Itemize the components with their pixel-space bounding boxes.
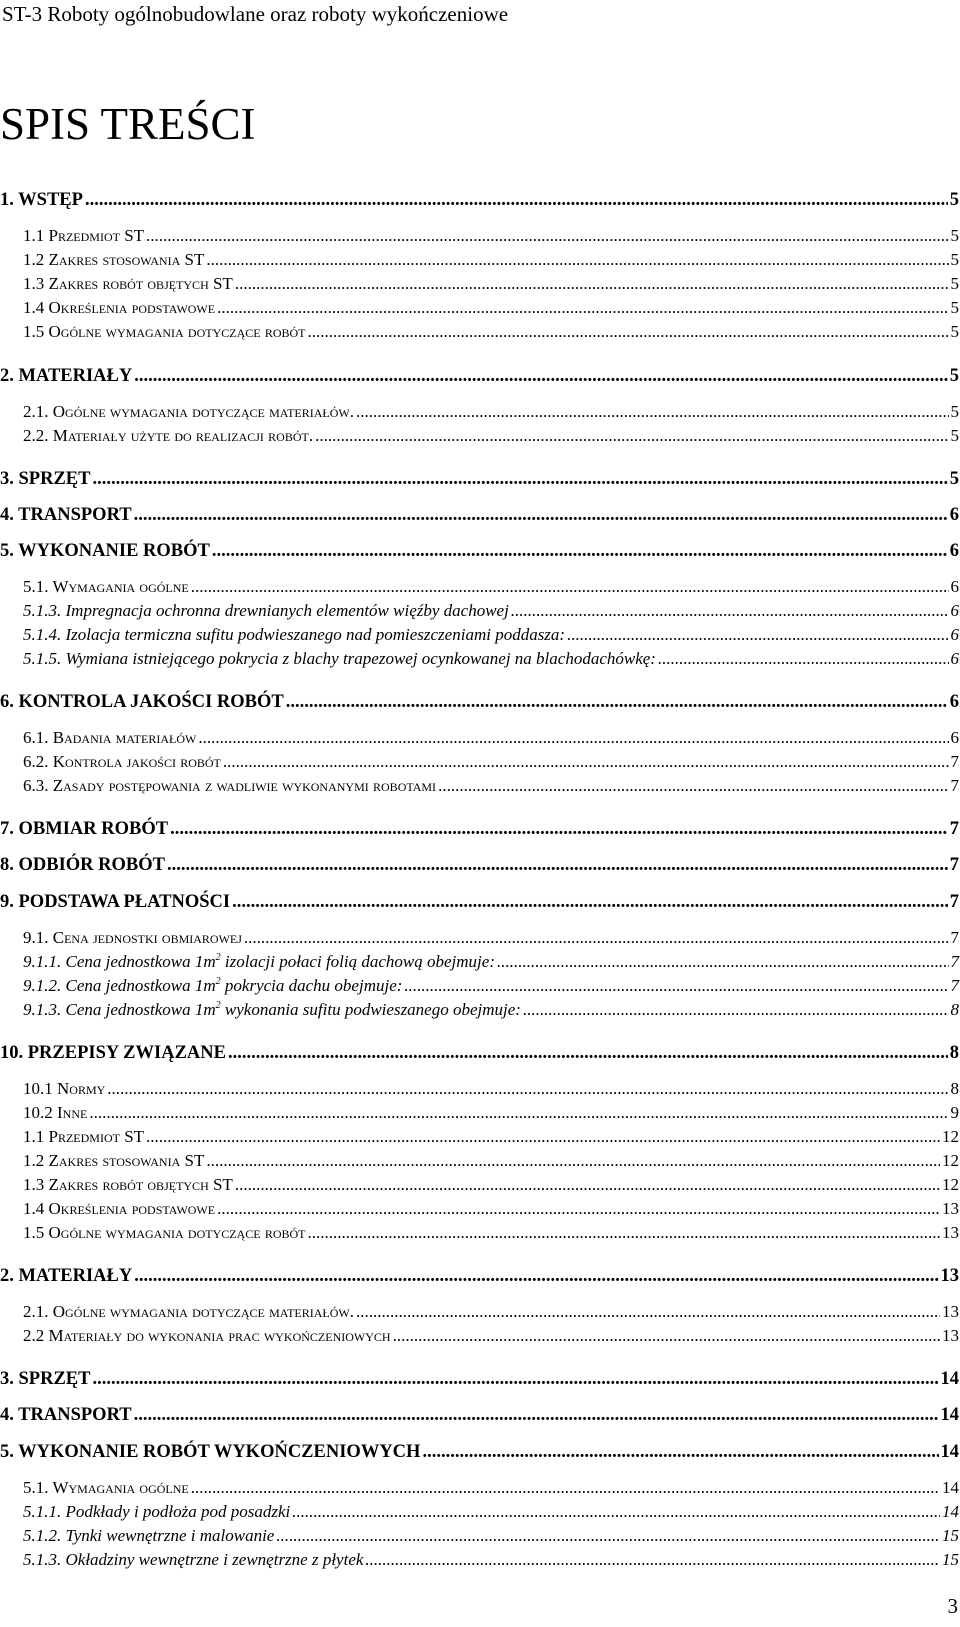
toc-entry-title: 10. PRZEPISY ZWIĄZANE	[0, 1043, 226, 1063]
toc-entry-title: 5.1.4. Izolacja termiczna sufitu podwieszanego nad pomieszczeniami poddasza:	[23, 625, 566, 644]
dot-leader	[404, 976, 948, 996]
toc-entry[interactable]	[23, 774, 959, 796]
toc-entry-title: 7. OBMIAR ROBÓT	[0, 819, 169, 839]
toc-entry-title: 6.3. Zasady postępowania z wadliwie wykonanymi robotami	[23, 776, 437, 795]
toc-entry[interactable]	[23, 1324, 959, 1346]
toc-entry-page: 14	[940, 1442, 959, 1462]
toc-entry[interactable]	[23, 296, 959, 318]
dot-leader	[89, 1103, 948, 1123]
toc-entry[interactable]	[23, 998, 959, 1020]
toc-entry-title: 9.1.3. Cena jednostkowa $1m^2$ wykonania sufitu podwieszanego obejmuje:	[23, 1000, 521, 1019]
dot-leader	[146, 1127, 940, 1147]
toc-entry-page: 8	[950, 1079, 959, 1098]
dot-leader	[167, 854, 948, 876]
dot-leader	[356, 1302, 940, 1322]
toc-entry-page: 7	[949, 892, 959, 912]
dot-leader	[286, 691, 948, 713]
toc-entry-title: 4. TRANSPORT	[0, 505, 132, 525]
toc-entry-page: 5	[950, 298, 959, 317]
toc-entry-title: 5.1.5. Wymiana istniejącego pokrycia z blachy trapezowej ocynkowanej na blachodachówkę:	[23, 649, 656, 668]
toc-entry-title: 2.1. Ogólne wymagania dotyczące materiałów.	[23, 402, 354, 421]
superscript: 2	[215, 1000, 221, 1011]
toc-entry-page: 6	[950, 601, 959, 620]
toc-entry[interactable]	[0, 816, 959, 840]
toc-entry-title: 9.1.2. Cena jednostkowa $1m^2$ pokrycia dachu obejmuje:	[23, 976, 403, 995]
toc-entry-page: 5	[950, 274, 959, 293]
toc-entry[interactable]	[0, 538, 959, 562]
toc-entry-title-rest: izolacji połaci folią dachową obejmuje:	[220, 952, 495, 971]
toc-entry[interactable]	[23, 1173, 959, 1195]
toc-entry-title: 10.2 Inne	[23, 1103, 88, 1122]
toc-entry-page: 12	[942, 1127, 959, 1146]
toc-entry[interactable]	[23, 1077, 959, 1099]
dot-leader	[212, 540, 948, 562]
toc-entry[interactable]	[23, 1300, 959, 1322]
toc-entry[interactable]	[0, 852, 959, 876]
toc-entry-title: 5.1. Wymagania ogólne	[23, 577, 189, 596]
toc-entry-page: 12	[942, 1175, 959, 1194]
toc-entry-title: 5.1.3. Okładziny wewnętrzne i zewnętrzne z płytek	[23, 1550, 364, 1569]
toc-entry-page: 14	[942, 1502, 959, 1521]
page-title: SPIS TREŚCI	[0, 99, 256, 149]
toc-entry-title: 1.2 Zakres stosowania ST	[23, 250, 205, 269]
toc-entry[interactable]	[0, 187, 959, 211]
toc-entry-title: 2.1. Ogólne wymagania dotyczące materiałów.	[23, 1302, 354, 1321]
toc-entry-title: 5.1.2. Tynki wewnętrzne i malowanie	[23, 1526, 275, 1545]
toc-entry-page: 6	[949, 541, 959, 561]
toc-entry[interactable]	[0, 1402, 959, 1426]
dot-leader	[107, 1079, 948, 1099]
dot-leader	[217, 298, 948, 318]
toc-entry[interactable]	[23, 272, 959, 294]
toc-entry[interactable]	[23, 1125, 959, 1147]
dot-leader	[92, 468, 947, 490]
toc-entry-page: 7	[949, 855, 959, 875]
dot-leader	[146, 226, 948, 246]
toc-entry-title: 1. WSTĘP	[0, 190, 83, 210]
toc-entry-page: 7	[950, 752, 959, 771]
toc-entry-title: 5. WYKONANIE ROBÓT	[0, 541, 210, 561]
toc-entry[interactable]	[23, 974, 959, 996]
toc-entry-title: 1.4 Określenia podstawowe	[23, 298, 216, 317]
toc-entry[interactable]	[0, 466, 959, 490]
toc-entry-page: 5	[950, 402, 959, 421]
dot-leader	[191, 1478, 940, 1498]
dot-leader	[244, 928, 949, 948]
dot-leader	[393, 1326, 940, 1346]
toc-entry-page: 6	[949, 505, 959, 525]
toc-entry-page: 8	[950, 1000, 959, 1019]
toc-entry-title: 1.1 Przedmiot ST	[23, 1127, 145, 1146]
toc-entry-page: 14	[942, 1478, 959, 1497]
toc-entry-title: 5.1.1. Podkłady i podłoża pod posadzki	[23, 1502, 291, 1521]
toc-entry-title: 9.1.1. Cena jednostkowa $1m^2$ izolacji połaci folią dachową obejmuje:	[23, 952, 495, 971]
dot-leader	[235, 1175, 940, 1195]
toc-entry[interactable]	[23, 926, 959, 948]
dot-leader	[308, 1223, 940, 1243]
toc-entry-title: 5.1. Wymagania ogólne	[23, 1478, 189, 1497]
toc-entry-title: 1.5 Ogólne wymagania dotyczące robót	[23, 1223, 306, 1242]
toc-entry-title: 2. MATERIAŁY	[0, 366, 133, 386]
dot-leader	[134, 365, 948, 387]
toc-entry-title: 10.1 Normy	[23, 1079, 106, 1098]
dot-leader	[567, 625, 948, 645]
dot-leader	[198, 728, 948, 748]
toc-entry[interactable]	[0, 502, 959, 526]
dot-leader	[85, 189, 948, 211]
dot-leader	[315, 426, 948, 446]
toc-entry-page: 6	[950, 625, 959, 644]
toc-entry-page: 6	[950, 577, 959, 596]
toc-entry-page: 9	[950, 1103, 959, 1122]
dot-leader	[217, 1199, 940, 1219]
toc-entry-title: 1.2 Zakres stosowania ST	[23, 1151, 205, 1170]
toc-entry[interactable]	[23, 1500, 959, 1522]
toc-entry-page: 5	[950, 226, 959, 245]
toc-entry-page: 7	[950, 952, 959, 971]
toc-entry-page: 12	[942, 1151, 959, 1170]
toc-entry-page: 13	[942, 1223, 959, 1242]
toc-entry-page: 6	[950, 728, 959, 747]
toc-entry[interactable]	[23, 1524, 959, 1546]
toc-entry[interactable]	[23, 320, 959, 342]
dot-leader	[223, 752, 949, 772]
toc-entry-title: 1.3 Zakres robót objętych ST	[23, 274, 233, 293]
toc-entry-title: 6.1. Badania materiałów	[23, 728, 197, 747]
toc-entry-title: 1.3 Zakres robót objętych ST	[23, 1175, 233, 1194]
superscript: 2	[215, 952, 221, 963]
dot-leader	[170, 818, 948, 840]
dot-leader	[658, 649, 949, 669]
toc-entry[interactable]	[23, 1221, 959, 1243]
toc-entry-title: 1.4 Określenia podstawowe	[23, 1199, 216, 1218]
toc-entry-page: 6	[949, 692, 959, 712]
toc-entry-title: 3. SPRZĘT	[0, 469, 91, 489]
toc-entry-title: 2.2 Materiały do wykonania prac wykończeniowych	[23, 1326, 391, 1345]
toc-entry[interactable]	[23, 1476, 959, 1498]
dot-leader	[438, 776, 948, 796]
dot-leader	[134, 1265, 938, 1287]
toc-entry-page: 7	[950, 928, 959, 947]
running-header: ST-3 Roboty ogólnobudowlane oraz roboty wykończeniowe	[2, 2, 509, 26]
toc-entry-page: 5	[949, 469, 959, 489]
superscript: 2	[215, 976, 221, 987]
dot-leader	[356, 402, 949, 422]
toc-entry-title: 1.5 Ogólne wymagania dotyczące robót	[23, 322, 306, 341]
toc-entry[interactable]	[0, 1263, 959, 1287]
toc-entry-page: 15	[942, 1526, 959, 1545]
toc-entry[interactable]	[0, 1439, 959, 1463]
toc-entry-page: 6	[950, 649, 959, 668]
dot-leader	[134, 504, 948, 526]
toc-entry[interactable]	[0, 363, 959, 387]
toc-entry[interactable]	[23, 424, 959, 446]
toc-entry[interactable]	[23, 599, 959, 621]
toc-entry-page: 13	[942, 1326, 959, 1345]
toc-entry-page: 15	[942, 1550, 959, 1569]
dot-leader	[206, 1151, 940, 1171]
toc-entry[interactable]	[23, 950, 959, 972]
toc-entry-page: 7	[949, 819, 959, 839]
toc-entry-title: 6.2. Kontrola jakości robót	[23, 752, 221, 771]
toc-entry-title: 8. ODBIÓR ROBÓT	[0, 855, 165, 875]
toc-entry[interactable]	[23, 1149, 959, 1171]
dot-leader	[235, 274, 949, 294]
toc-entry-title: 2. MATERIAŁY	[0, 1266, 133, 1286]
toc-entry[interactable]	[23, 575, 959, 597]
toc-entry-page: 7	[950, 776, 959, 795]
toc-entry-title: 9.1. Cena jednostki obmiarowej	[23, 928, 242, 947]
toc-entry-page: 13	[942, 1302, 959, 1321]
toc-entry[interactable]	[0, 1040, 959, 1064]
toc-entry[interactable]	[23, 248, 959, 270]
toc-entry-page: 13	[940, 1266, 959, 1286]
toc-entry-title: 3. SPRZĘT	[0, 1369, 91, 1389]
toc-entry-page: 14	[940, 1405, 959, 1425]
dot-leader	[191, 577, 949, 597]
toc-entry-page: 5	[950, 322, 959, 341]
dot-leader	[228, 1042, 948, 1064]
toc-entry-page: 8	[949, 1043, 959, 1063]
toc-entry-title: 5. WYKONANIE ROBÓT WYKOŃCZENIOWYCH	[0, 1442, 421, 1462]
toc-entry-title: 1.1 Przedmiot ST	[23, 226, 145, 245]
toc-entry[interactable]	[23, 647, 959, 669]
dot-leader	[523, 1000, 949, 1020]
toc-entry[interactable]	[23, 1548, 959, 1570]
toc-entry-title: 6. KONTROLA JAKOŚCI ROBÓT	[0, 692, 284, 712]
toc-entry[interactable]	[23, 1197, 959, 1219]
dot-leader	[134, 1404, 939, 1426]
toc-entry[interactable]	[0, 1366, 959, 1390]
toc-entry-title: 5.1.3. Impregnacja ochronna drewnianych elementów więźby dachowej	[23, 601, 509, 620]
toc-entry[interactable]	[23, 750, 959, 772]
toc-entry[interactable]	[23, 1101, 959, 1123]
toc-entry[interactable]	[23, 224, 959, 246]
toc-entry-page: 5	[949, 190, 959, 210]
toc-entry[interactable]	[23, 726, 959, 748]
toc-entry-page: 13	[942, 1199, 959, 1218]
toc-entry[interactable]	[23, 623, 959, 645]
dot-leader	[232, 891, 948, 913]
toc-entry-title: 2.2. Materiały użyte do realizacji robót.	[23, 426, 314, 445]
dot-leader	[92, 1368, 938, 1390]
toc-entry-page: 14	[940, 1369, 959, 1389]
toc-entry-page: 5	[950, 426, 959, 445]
toc-entry[interactable]	[23, 400, 959, 422]
dot-leader	[308, 322, 949, 342]
toc-entry-title-rest: wykonania sufitu podwieszanego obejmuje:	[220, 1000, 521, 1019]
toc-entry-title-rest: pokrycia dachu obejmuje:	[220, 976, 403, 995]
toc-entry-title: 9. PODSTAWA PŁATNOŚCI	[0, 892, 231, 912]
dot-leader	[276, 1526, 940, 1546]
page-number: 3	[947, 1594, 958, 1618]
toc-entry-page: 7	[950, 976, 959, 995]
dot-leader	[422, 1441, 938, 1463]
toc-entry-page: 5	[949, 366, 959, 386]
dot-leader	[365, 1550, 940, 1570]
toc-entry[interactable]	[0, 889, 959, 913]
dot-leader	[292, 1502, 940, 1522]
toc-entry-page: 5	[950, 250, 959, 269]
toc-entry-title: 4. TRANSPORT	[0, 1405, 132, 1425]
dot-leader	[497, 952, 949, 972]
dot-leader	[206, 250, 948, 270]
toc-entry[interactable]	[0, 689, 959, 713]
dot-leader	[511, 601, 949, 621]
